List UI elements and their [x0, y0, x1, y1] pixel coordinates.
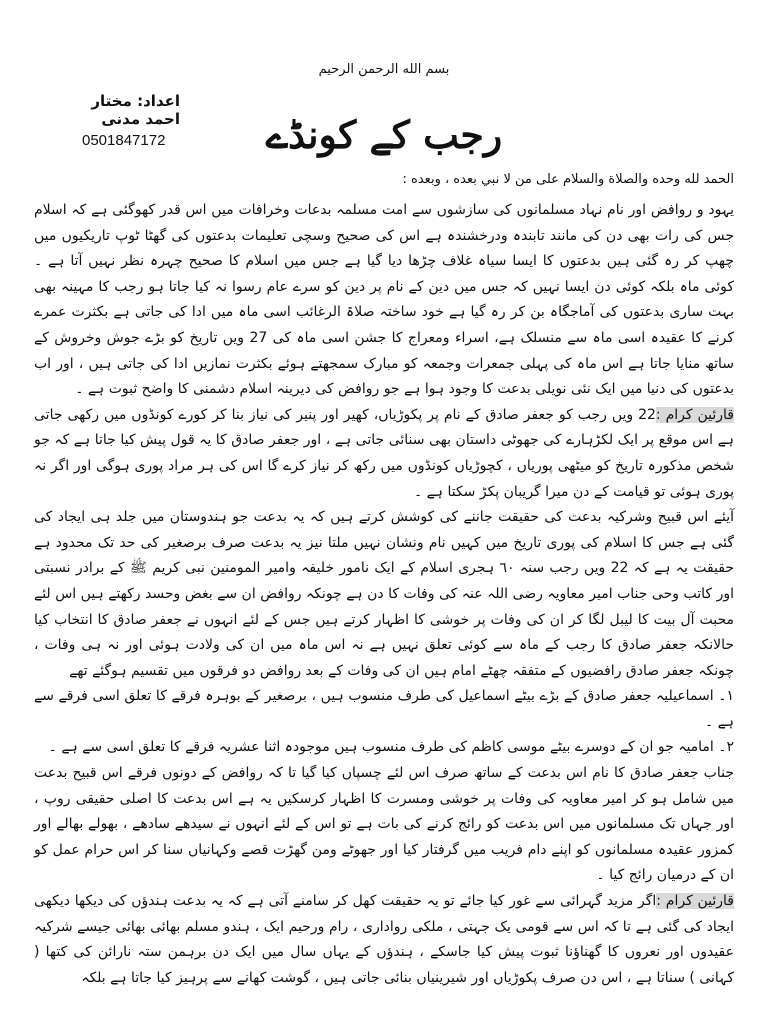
page-title: رجب کے کونڈے — [265, 112, 503, 157]
opening-line: الحمد لله وحده والصلاة والسلام على من لا نبي بعده ، وبعده : — [402, 172, 734, 187]
paragraph-text: یہود و روافض اور نام نہاد مسلمانوں کی سازشوں سے امت مسلمہ بدعات وخرافات میں اس قدر کھوگئی ہے کہ اسلام جس کی رات بھی دن کی مانند تابندہ ودرخشندہ ہے اس کی صحیح وسچی تعلیمات بدعتوں کی گھٹا ٹوپ تاریکیوں میں چھپ کر رہ گئی ہیں بدعتوں کا ایسا سیاہ غلاف چڑھا دیا گیا ہے جس میں اسلام کا صحیح چہرہ نظر نہیں آتا ہے ۔ کوئی ماہ بلکہ کوئی دن ایسا نہیں کہ جس میں دین کے نام پر دین کو سرے عام رسوا نہ کیا جاتا ہو رجب کا مہینہ بھی بہت ساری بدعتوں کی آماجگاہ بن کر رہ گیا ہے خود ساختہ صلاۃ الرغائب اسی ماہ میں ادا کی جاتی ہے بکثرت عمرے کرنے کا عقیدہ اسی ماہ سے منسلک ہے، اسراء ومعراج کا جشن اسی ماہ کی 27 ویں تاریخ کو بڑے جوش وخروش کے ساتھ منایا جاتا ہے اس ماہ کی پہلی جمعرات وجمعہ کو مبارک سمجھتے ہوئے بکثرت نمازیں ادا کی جاتی ہیں ، اور اب بدعتوں کی دنیا میں ایک نئی نویلی بدعت کا وجود ہوا ہے جو روافض کی دیرینہ اسلام دشمنی کا واضح ثبوت ہے ۔ — [34, 202, 734, 398]
highlighted-lead: قارئین کرام : — [655, 406, 734, 423]
paragraph-text: 22 ویں رجب کو جعفر صادق کے نام پر پکوڑیاں، کھیر اور پنیر کی نیاز بنا کر کورے کونڈوں میں رکھی جاتی ہے اس موقع پر ایک لکڑہارے کی جھوٹی داستان بھی سنائی جاتی ہے ، اور جعفر صادق کا یہ قول پیش کیا جاتا ہے کہ جو شخص مذکورہ تاریخ کو میٹھی پوریاں ، کچوڑیاں کونڈوں میں رکھ کر نیاز کرے گا اس کی ہر مراد پوری ہوگی اور اگر نہ پوری ہوئی تو قیامت کے دن میرا گریبان پکڑ سکتا ہے ۔ — [34, 406, 734, 500]
author-credit: اعداد: مختار احمد مدنی — [91, 92, 180, 128]
article-body — [34, 198, 734, 991]
paragraph-text: ٢۔ امامیہ جو ان کے دوسرے بیٹے موسی کاظم کی طرف منسوب ہیں موجودہ اثنا عشریہ فرقے کا تعلق اسی سے ہے ۔ — [48, 739, 734, 756]
paragraph-text: اگر مزید گہرائی سے غور کیا جائے تو یہ حقیقت کھل کر سامنے آتی ہے کہ یہ بدعت ہندؤں کی دیکھا دیکھی ایجاد کی گئی ہے تا کہ اس سے قومی یک جہتی ، ملکی رواداری ، رام ورحیم ایک ، ہندو مسلم بھائی بھائی جیسے شرکیہ عقیدوں اور نعروں کا گھناؤنا ثبوت پیش کیا جاسکے ، ہندؤں کے یہاں سال میں ایک دن برہمن ستہ نارائن کی کتھا ( کہانی ) سناتا ہے ، اس دن صرف پکوڑیاں اور شیرینیاں بنائی جاتی ہیں ، گوشت کھانے سے پرہیز کیا جاتا ہے بلکہ — [34, 893, 734, 986]
list-item-1 — [34, 684, 734, 735]
phone-number: 0501847172 — [82, 132, 166, 149]
paragraph-4 — [34, 761, 734, 889]
paragraph-3 — [34, 505, 734, 684]
paragraph-text: آیئے اس قبیح وشرکیہ بدعت کی حقیقت جاننے کی کوشش کرتے ہیں کہ یہ بدعت جو ہندوستان میں جلد ہی ایجاد کی گئی ہے جس کا اسلام کی پوری تاریخ میں کہیں نام ونشان نہیں ملتا نیز یہ بدعت صرف برصغیر کی حد تک محدود ہے حقیقت یہ ہے کہ 22 ویں رجب سنہ ٦٠ ہجری اسلام کے ایک نامور خلیفہ وامیر المومنین نبی کریم ﷺ کے برادر نسبتی اور کاتب وحی جناب امیر معاویہ رضی اللہ عنہ کی وفات کا دن ہے چونکہ روافض ان سے بغض وحسد رکھتے ہیں اس لئے محبت آل بیت کا لیبل لگا کر ان کی وفات پر خوشی کا اظہار کرتے ہیں جس کے لئے انہوں نے جعفر صادق کا انتخاب کیا حالانکہ جعفر صادق کا رجب کے ماہ سے کوئی تعلق نہیں ہے نہ اس ماہ میں ان کی ولادت ہوئی اور نہ ہی وفات ، چونکہ جعفر صادق رافضیوں کے متفقہ چھٹے امام ہیں ان کی وفات کے بعد روافض دو فرقوں میں تقسیم ہوگئے تھے — [34, 509, 735, 679]
bismillah: بسم الله الرحمن الرحیم — [318, 62, 450, 77]
highlighted-lead: قارئین کرام : — [656, 893, 734, 910]
paragraph-5 — [34, 889, 734, 991]
paragraph-2 — [34, 403, 734, 505]
paragraph-text: جناب جعفر صادق کا نام اس بدعت کے ساتھ صرف اس لئے چسپاں کیا گیا تا کہ روافض کے دونوں فرقے اس قبیح بدعت میں شامل ہو کر امیر معاویہ کی وفات پر خوشی ومسرت کا اظہار کرسکیں یہ ہے اس بدعت کا اصلی حقیقی روپ ، اور جہاں تک مسلمانوں میں اس بدعت کو رائج کرنے کی بات ہے تو اس کے لئے انہوں نے سیدھے سادھے ، بھولے بھالے اور کمزور عقیدہ مسلمانوں کو اپنے دام فریب میں گرفتار کیا اور جھوٹے ومن گھڑت قصے وکہانیاں سنا کر اس حرام عمل کو ان کے درمیان رائج کیا ۔ — [34, 765, 734, 884]
list-item-2 — [34, 735, 734, 761]
paragraph-1 — [34, 198, 734, 403]
paragraph-text: ١۔ اسماعیلیہ جعفر صادق کے بڑے بیٹے اسماعیل کی طرف منسوب ہیں ، برصغیر کے بوہرہ فرقے کا تعلق اسی فرقے سے ہے ۔ — [34, 688, 734, 730]
